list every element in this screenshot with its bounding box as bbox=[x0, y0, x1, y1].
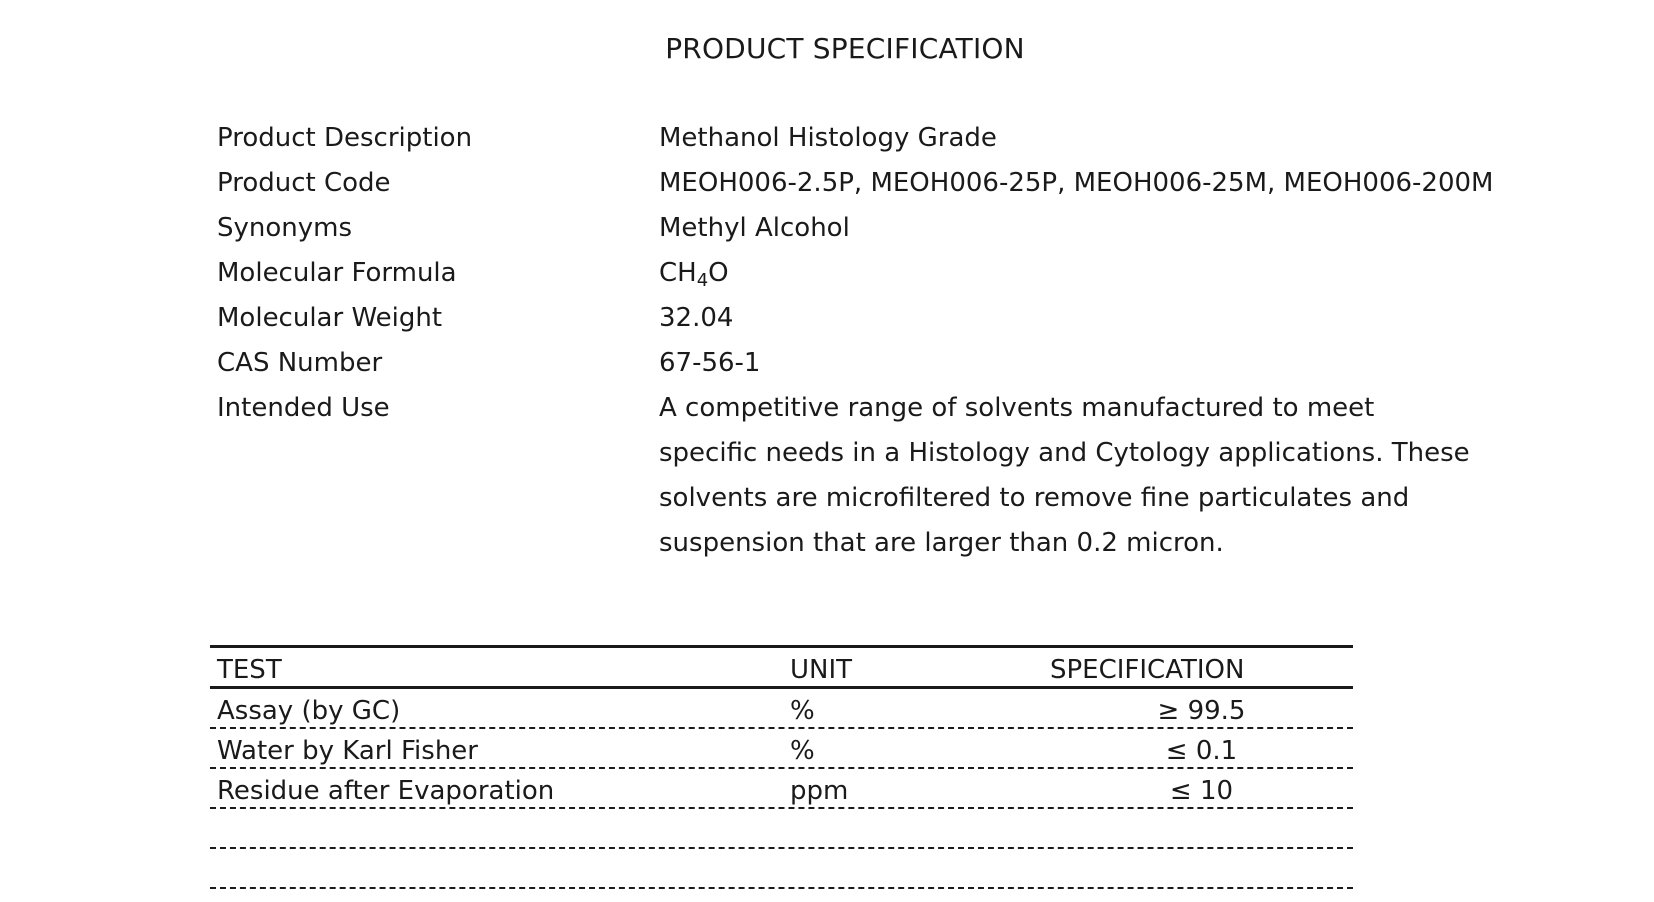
cell-unit: % bbox=[790, 736, 815, 766]
info-value: Methyl Alcohol bbox=[659, 213, 850, 243]
table-row-empty bbox=[210, 809, 1353, 849]
info-value: A competitive range of solvents manufactured to meet specific needs in a Histology and Cytology applications. These solvents are microfiltered to remove fine particulates and suspension that are larger than 0.2 micron. bbox=[659, 393, 1470, 558]
info-row-product-description bbox=[217, 116, 1617, 161]
info-value: Methanol Histology Grade bbox=[659, 123, 997, 153]
formula-subscript: 4 bbox=[696, 270, 709, 291]
column-header-unit: UNIT bbox=[790, 655, 853, 685]
table-row bbox=[210, 729, 1353, 769]
info-row-molecular-formula bbox=[217, 251, 1617, 296]
cell-specification bbox=[1050, 809, 1353, 847]
cell-specification bbox=[1050, 849, 1353, 887]
cell-test bbox=[210, 809, 790, 847]
info-label: Intended Use bbox=[217, 393, 390, 423]
cell-specification: ≤ 0.1 bbox=[1165, 736, 1238, 766]
cell-test bbox=[210, 849, 790, 887]
info-row-product-code bbox=[217, 161, 1617, 206]
cell-specification: ≥ 99.5 bbox=[1157, 696, 1246, 726]
column-header-specification-label: SPECIFICATION bbox=[1050, 655, 1245, 685]
cell-unit: ppm bbox=[790, 776, 849, 806]
info-row-intended-use bbox=[217, 386, 1617, 566]
info-label: Molecular Weight bbox=[217, 303, 443, 333]
cell-test: Residue after Evaporation bbox=[217, 776, 555, 806]
info-row-cas-number bbox=[217, 341, 1617, 386]
cell-unit: % bbox=[790, 696, 815, 726]
cell-unit bbox=[790, 849, 1050, 887]
product-info bbox=[217, 116, 1617, 566]
table-row-empty bbox=[210, 849, 1353, 889]
column-header-specification bbox=[1050, 648, 1353, 686]
cell-unit bbox=[790, 809, 1050, 847]
info-label: Product Code bbox=[217, 168, 391, 198]
cell-specification: ≤ 10 bbox=[1169, 776, 1234, 806]
table-row bbox=[210, 769, 1353, 809]
info-label: Product Description bbox=[217, 123, 473, 153]
info-label: Synonyms bbox=[217, 213, 353, 243]
cell-test: Water by Karl Fisher bbox=[217, 736, 478, 766]
page-title: PRODUCT SPECIFICATION bbox=[665, 32, 1025, 65]
cell-test: Assay (by GC) bbox=[217, 696, 401, 726]
info-row-synonyms bbox=[217, 206, 1617, 251]
info-label: Molecular Formula bbox=[217, 258, 457, 288]
table-header bbox=[210, 645, 1353, 689]
info-value: 32.04 bbox=[659, 303, 734, 333]
specification-table bbox=[210, 645, 1353, 889]
formula-part: CH bbox=[659, 258, 697, 288]
info-row-molecular-weight bbox=[217, 296, 1617, 341]
table-row bbox=[210, 689, 1353, 729]
formula-part: O bbox=[708, 258, 729, 288]
info-value: MEOH006-2.5P, MEOH006-25P, MEOH006-25M, MEOH006-200M bbox=[659, 168, 1494, 198]
info-value: 67-56-1 bbox=[659, 348, 761, 378]
info-label: CAS Number bbox=[217, 348, 383, 378]
column-header-test: TEST bbox=[217, 655, 282, 685]
molecular-formula-value bbox=[659, 251, 1617, 296]
